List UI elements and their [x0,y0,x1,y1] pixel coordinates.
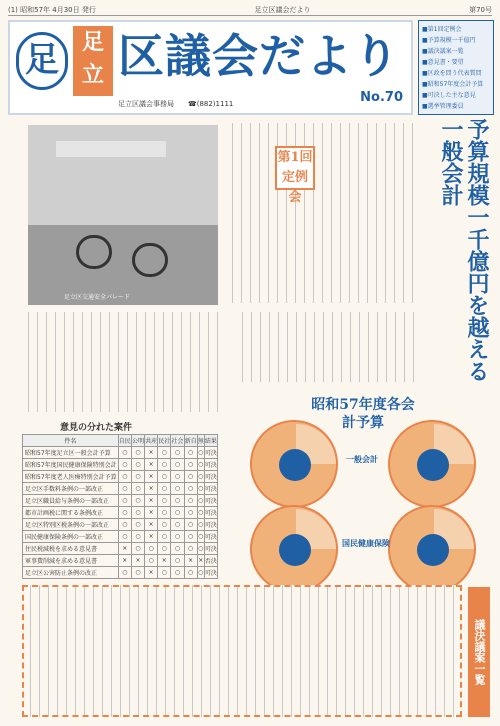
issue-number: 第70号 [469,6,492,14]
th: 結果 [204,435,217,447]
toc-item[interactable]: ■第1回定例会 [422,26,462,33]
table-row [23,495,218,507]
paper-name: 足立区議会だより [254,6,311,14]
table-cell: ○ [197,483,204,495]
table-cell: ○ [197,543,204,555]
nhi-pie-right [388,505,476,593]
table-cell: ○ [131,447,144,459]
th: 民社 [158,435,171,447]
table-cell: ○ [197,531,204,543]
toc-item[interactable]: ■予算規模一千億円 [422,37,476,44]
table-cell: ○ [158,543,171,555]
toc-item[interactable]: ■議決議案一覧 [422,48,464,55]
table-cell: 足立区特別区税条例の一部改正 [23,519,119,531]
table-cell: × [145,507,158,519]
table-cell: ○ [171,459,184,471]
chart-title: 昭和57年度各会計予算 [311,397,415,431]
general-account-pie-right [388,420,476,508]
table-cell: ○ [131,507,144,519]
photo-banner [56,141,166,157]
votes-body [23,447,218,579]
table-cell: ○ [171,507,184,519]
table-cell: ○ [171,567,184,579]
table-cell: × [145,483,158,495]
table-cell: ○ [131,543,144,555]
table-cell: ○ [171,495,184,507]
pie-center [279,449,311,481]
table-cell: ○ [158,519,171,531]
table-cell: ○ [197,459,204,471]
header-strip [8,5,492,16]
toc-item[interactable]: ■可決した主な意見 [422,92,476,99]
table-cell: 軍事費削減を求める意見書 [23,555,119,567]
table-cell: ○ [197,471,204,483]
article-text-block [226,123,416,303]
table-of-contents [418,20,494,115]
table-cell: ○ [184,567,197,579]
th: 無 [197,435,204,447]
table-cell: 足立区公害防止条例の改正 [23,567,119,579]
motorcycle-icon [76,235,112,269]
table-cell: ○ [131,483,144,495]
toc-item[interactable]: ■区政を問う代表質問 [422,70,482,77]
table-cell: × [158,555,171,567]
table-cell: ○ [118,471,131,483]
photo-sky [28,125,218,225]
table-cell: ○ [131,531,144,543]
phone: ☎(882)1111 [188,100,234,108]
table-cell: 足立区手数料条例の一部改正 [23,483,119,495]
ward-name: 足立 [73,26,113,96]
pie-center [417,449,449,481]
table-cell: ○ [118,495,131,507]
votes-table [22,434,218,579]
table-row [23,459,218,471]
table-cell: ○ [118,483,131,495]
table-cell: ○ [184,543,197,555]
section-title: 第1回定例会 [275,146,315,190]
resolutions-tag: 議決議案一覧 [468,587,490,717]
table-cell: ○ [197,447,204,459]
table-cell: ○ [131,459,144,471]
table-cell: 都市計画税に関する条例改正 [23,507,119,519]
th: 新自 [184,435,197,447]
table-cell: ○ [197,495,204,507]
article-text-right [236,312,422,382]
table-cell: × [145,447,158,459]
table-cell: × [145,471,158,483]
photo-caption: 足立区交通安全パレード [64,294,131,301]
table-cell: 可決 [204,531,217,543]
nhi-pie [250,505,338,593]
table-cell: × [145,459,158,471]
resolutions-list [22,585,462,717]
motorcycle-icon [132,243,168,277]
pie-label-right: 国民健康保険 [342,539,390,548]
toc-item[interactable]: ■選挙管理委員 [422,103,464,110]
table-cell: ○ [118,531,131,543]
pie-center [279,534,311,566]
article-text-left [22,312,220,412]
th: 社会 [171,435,184,447]
table-cell: 昭和57年度老人医療特別会計予算 [23,471,119,483]
table-row [23,483,218,495]
table-row [23,447,218,459]
adachi-logo-icon: 足 [16,32,68,90]
table-cell: 可決 [204,459,217,471]
table-cell: 昭和57年度国民健康保険特別会計 [23,459,119,471]
issue-no: No.70 [360,90,403,105]
table-cell: ○ [118,447,131,459]
table-cell: 可決 [204,471,217,483]
th: 自民 [118,435,131,447]
table-cell: ○ [171,471,184,483]
table-title: 意見の分れた案件 [60,423,133,433]
table-cell: ○ [171,447,184,459]
table-cell: ○ [171,519,184,531]
table-cell: × [145,495,158,507]
table-cell: 可決 [204,543,217,555]
table-row [23,555,218,567]
th: 公明 [131,435,144,447]
publisher: 足立区議会事務局 [118,100,174,108]
table-cell: 足立区職員給与条例の一部改正 [23,495,119,507]
toc-item[interactable]: ■意見書・要望 [422,59,464,66]
table-cell: ○ [197,519,204,531]
pie-label-left: 一般会計 [346,455,378,464]
table-cell: ○ [158,459,171,471]
table-cell: ○ [158,471,171,483]
table-cell: 住民税減税を求める意見書 [23,543,119,555]
table-cell: 可決 [204,507,217,519]
table-cell: ○ [118,459,131,471]
table-cell: ○ [131,471,144,483]
main-headline: 予算規模一千億円を越える一般会計 [438,118,490,382]
table-cell: ○ [184,507,197,519]
table-row [23,531,218,543]
table-cell: ○ [171,543,184,555]
general-account-pie [250,420,338,508]
table-cell: ○ [158,483,171,495]
table-row [23,567,218,579]
table-cell: ○ [158,447,171,459]
table-cell: × [131,555,144,567]
table-cell: ○ [145,555,158,567]
table-cell: ○ [158,567,171,579]
table-cell: 可決 [204,483,217,495]
table-row [23,471,218,483]
table-cell: ○ [171,555,184,567]
table-cell: ○ [184,447,197,459]
table-cell: ○ [184,531,197,543]
toc-item[interactable]: ■昭和57年度会計予算 [422,81,484,88]
table-cell: × [145,567,158,579]
table-cell: ○ [197,567,204,579]
table-cell: 可決 [204,519,217,531]
table-cell: 否決 [204,555,217,567]
table-cell: × [145,519,158,531]
pie-center [417,534,449,566]
table-cell: × [197,555,204,567]
table-cell: ○ [158,507,171,519]
table-cell: ○ [197,507,204,519]
table-cell: × [184,555,197,567]
table-cell: ○ [184,495,197,507]
table-cell: × [118,543,131,555]
table-cell: ○ [118,507,131,519]
table-cell: ○ [118,519,131,531]
table-cell: × [145,531,158,543]
table-row [23,507,218,519]
table-cell: ○ [184,519,197,531]
th: 件名 [23,435,119,447]
th: 共産 [145,435,158,447]
table-cell: 可決 [204,495,217,507]
table-cell: ○ [184,483,197,495]
table-cell: ○ [158,531,171,543]
table-cell: ○ [131,519,144,531]
table-cell: ○ [171,531,184,543]
table-row [23,543,218,555]
table-row [23,519,218,531]
table-cell: ○ [184,471,197,483]
table-cell: ○ [131,495,144,507]
parade-photo [28,125,218,305]
table-cell: 可決 [204,447,217,459]
page-title: 区議会だより [118,29,400,83]
masthead [8,20,413,115]
table-cell: 可決 [204,567,217,579]
table-cell: ○ [131,567,144,579]
table-cell: ○ [118,567,131,579]
table-cell: 国民健康保険条例の一部改正 [23,531,119,543]
table-cell: ○ [145,543,158,555]
table-cell: ○ [158,495,171,507]
table-cell: 昭和57年度足立区一般会計予算 [23,447,119,459]
issue-date: (1) 昭和57年 4月30日 発行 [8,6,96,14]
table-cell: ○ [171,483,184,495]
table-cell: × [118,555,131,567]
table-cell: ○ [184,459,197,471]
